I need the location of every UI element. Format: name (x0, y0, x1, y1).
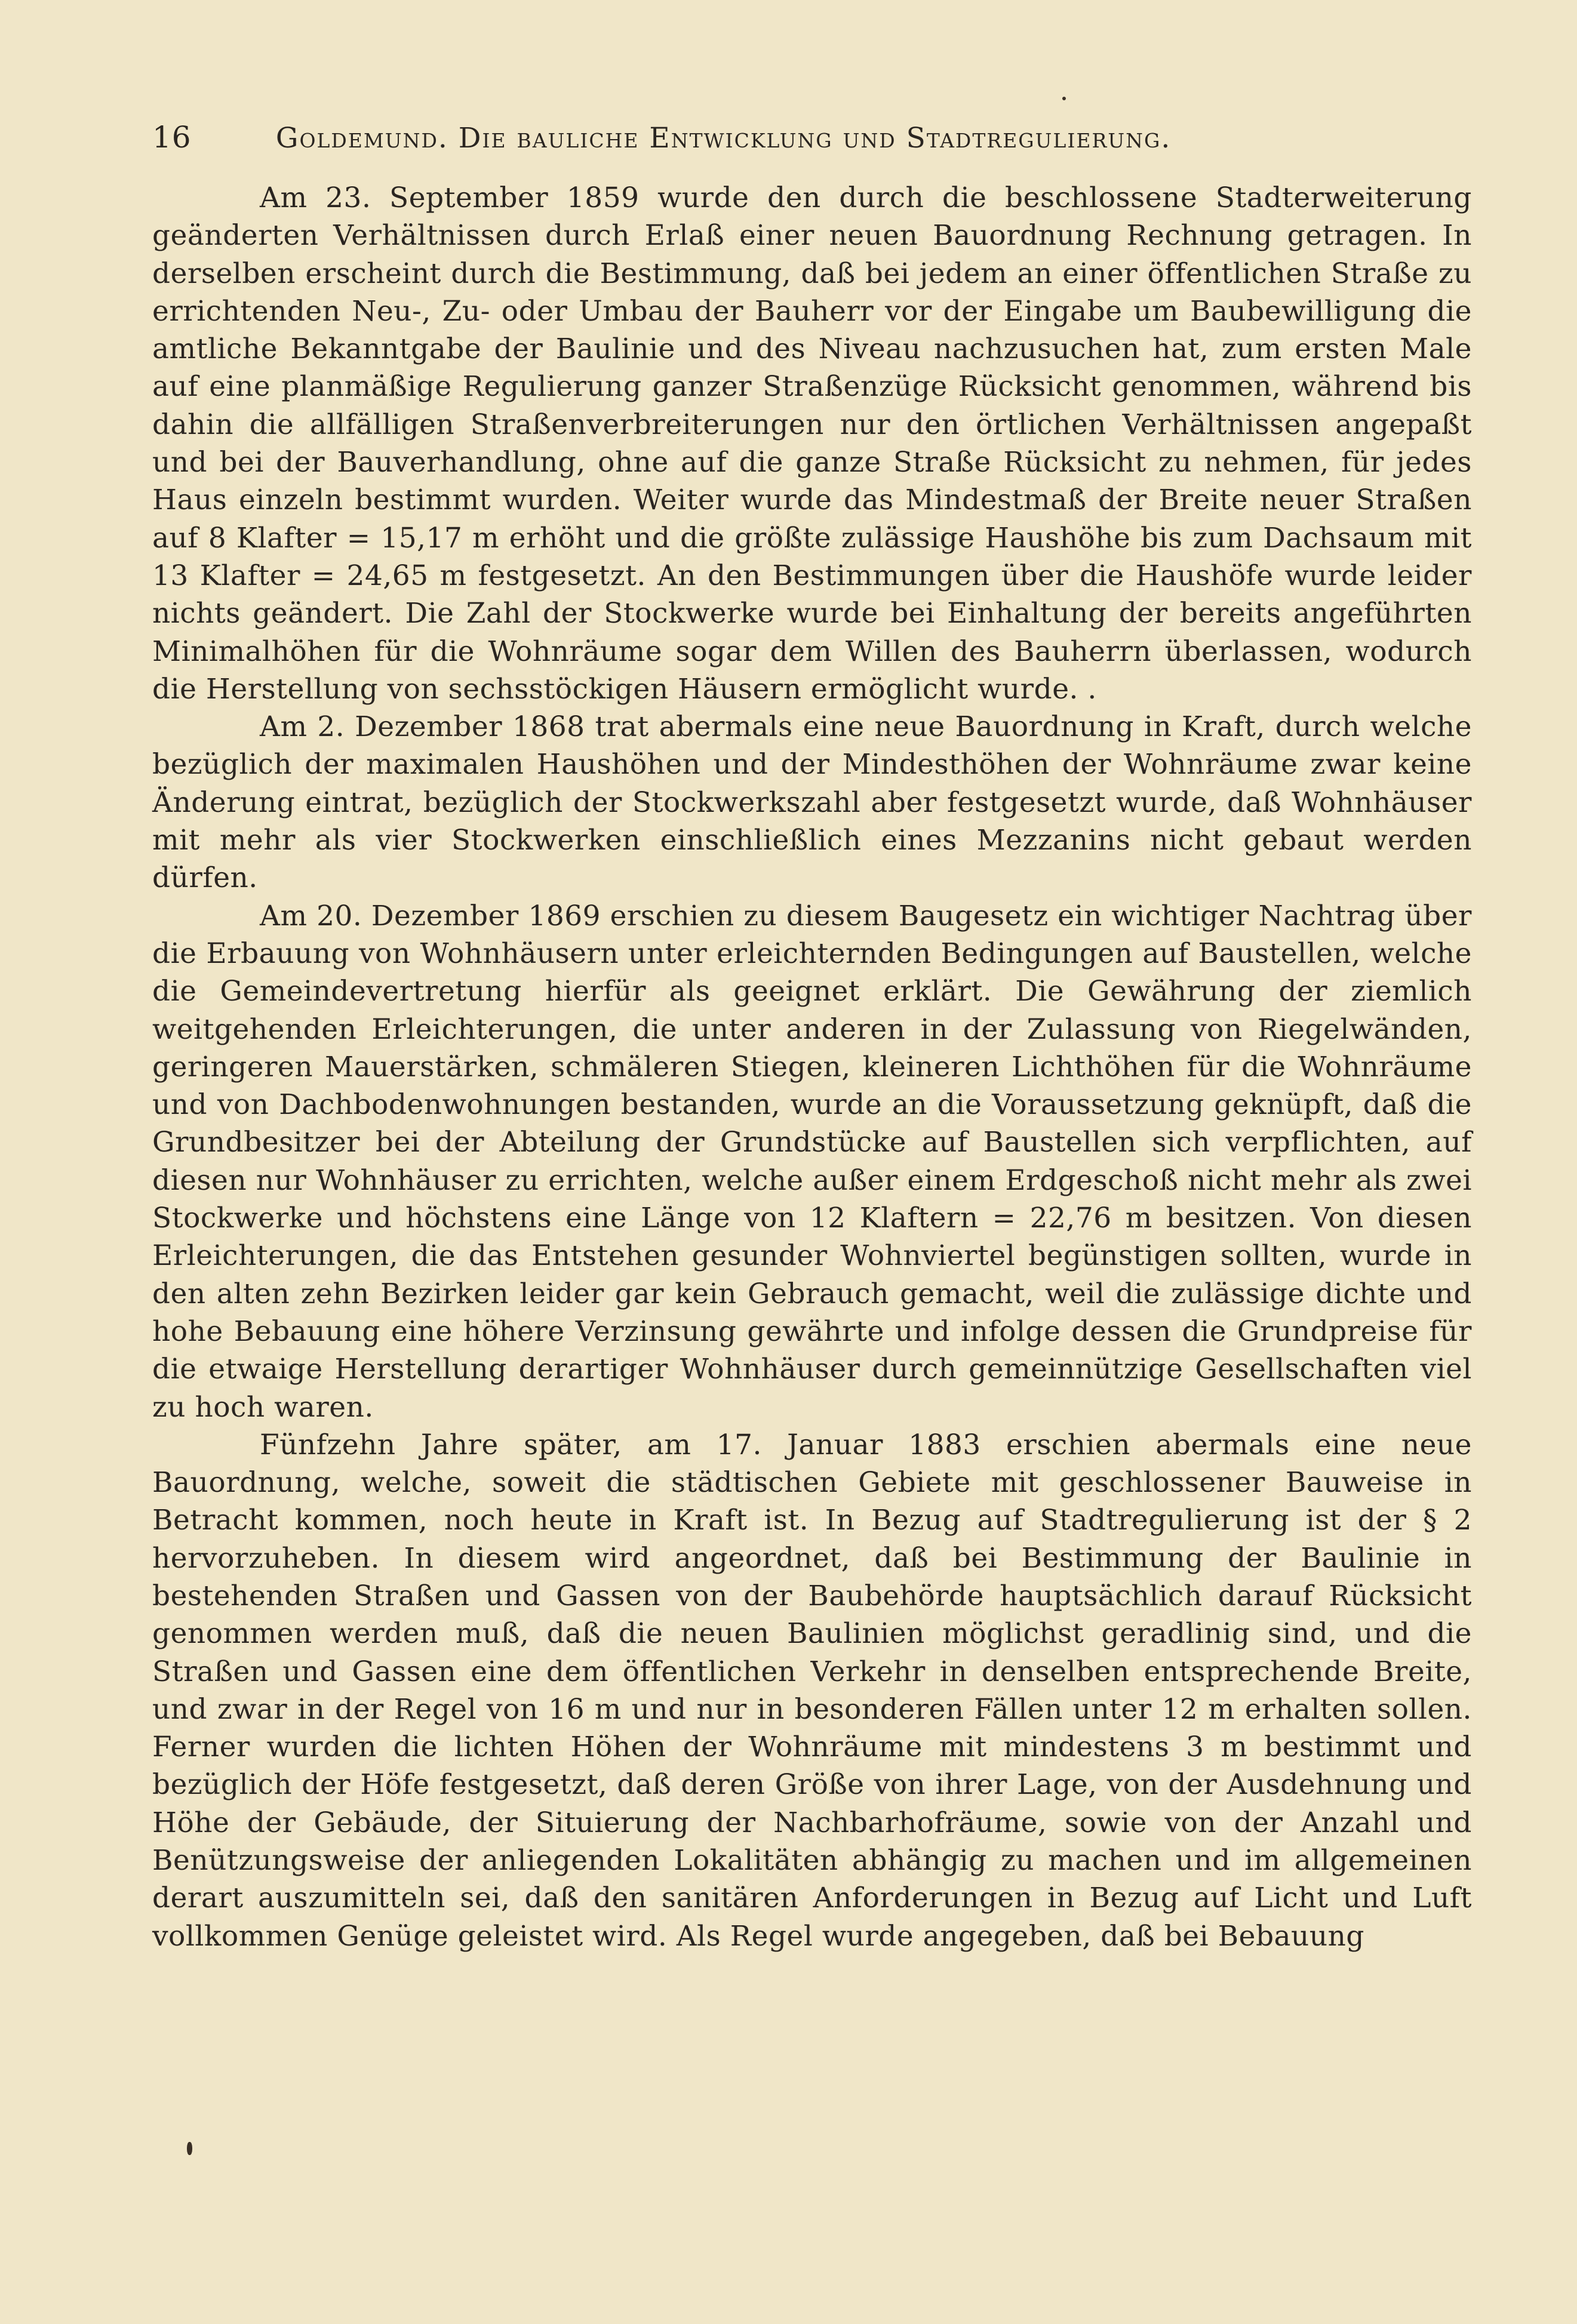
page-number: 16 (152, 120, 192, 155)
paragraph: Am 23. September 1859 wurde den durch die beschlossene Stadterweiterung geänderten Verhältnissen durch Erlaß einer neuen Bauordnung Rechnung getragen. In derselben erscheint durch die Bestimmung, daß bei jedem an einer öffentlichen Straße zu errichtenden Neu-, Zu- oder Umbau der Bauherr vor der Eingabe um Baubewilligung die amtliche Bekanntgabe der Baulinie und des Niveau nachzusuchen hat, zum ersten Male auf eine planmäßige Regulierung ganzer Straßenzüge Rücksicht genommen, während bis dahin die allfälligen Straßenverbreiterungen nur den örtlichen Verhältnissen angepaßt und bei der Bauverhandlung, ohne auf die ganze Straße Rücksicht zu nehmen, für jedes Haus einzeln bestimmt wurden. Weiter wurde das Mindestmaß der Breite neuer Straßen auf 8 Klafter = 15,17 m erhöht und die größte zulässige Haushöhe bis zum Dachsaum mit 13 Klafter = 24,65 m festgesetzt. An den Bestimmungen über die Haushöfe wurde leider nichts geändert. Die Zahl der Stockwerke wurde bei Einhaltung der bereits angeführten Minimalhöhen für die Wohnräume sogar dem Willen des Bauherrn überlassen, wodurch die Herstellung von sechsstöckigen Häusern ermöglicht wurde. . (152, 181, 1472, 706)
paragraph: Am 20. Dezember 1869 erschien zu diesem Baugesetz ein wichtiger Nachtrag über die Erbauung von Wohnhäusern unter erleichternden Bedingungen auf Baustellen, welche die Gemeindevertretung hierfür als geeignet erklärt. Die Gewährung der ziemlich weitgehenden Erleichterungen, die unter anderen in der Zulassung von Riegelwänden, geringeren Mauerstärken, schmäleren Stiegen, kleineren Lichthöhen für die Wohnräume und von Dachbodenwohnungen bestanden, wurde an die Voraussetzung geknüpft, daß die Grundbesitzer bei der Abteilung der Grundstücke auf Baustellen sich verpflichten, auf diesen nur Wohnhäuser zu errichten, welche außer einem Erdgeschoß nicht mehr als zwei Stockwerke und höchstens eine Länge von 12 Klaftern = 22,76 m besitzen. Von diesen Erleichterungen, die das Entstehen gesunder Wohnviertel begünstigen sollten, wurde in den alten zehn Bezirken leider gar kein Gebrauch gemacht, weil die zulässige dichte und hohe Bebauung eine höhere Verzinsung gewährte und infolge dessen die Grundpreise für die etwaige Herstellung derartiger Wohnhäuser durch gemeinnützige Gesellschaften viel zu hoch waren. (152, 899, 1472, 1424)
paragraph: Am 2. Dezember 1868 trat abermals eine neue Bauordnung in Kraft, durch welche bezüglich der maximalen Haushöhen und der Mindesthöhen der Wohnräume zwar keine Änderung eintrat, bezüglich der Stockwerkszahl aber festgesetzt wurde, daß Wohnhäuser mit mehr als vier Stockwerken einschließlich eines Mezzanins nicht gebaut werden dürfen. (152, 710, 1472, 895)
ink-speck (187, 2142, 192, 2155)
page-header (152, 113, 1472, 161)
paragraph: Fünfzehn Jahre später, am 17. Januar 1883 erschien abermals eine neue Bauordnung, welche, soweit die städtischen Gebiete mit geschlossener Bauweise in Betracht kommen, noch heute in Kraft ist. In Bezug auf Stadtregulierung ist der § 2 hervorzuheben. In diesem wird angeordnet, daß bei Bestimmung der Baulinie in bestehenden Straßen und Gassen von der Baubehörde hauptsächlich darauf Rücksicht genommen werden muß, daß die neuen Baulinien möglichst geradlinig sind, und die Straßen und Gassen eine dem öffentlichen Verkehr in denselben entsprechende Breite, und zwar in der Regel von 16 m und nur in besonderen Fällen unter 12 m erhalten sollen. Ferner wurden die lichten Höhen der Wohnräume mit mindestens 3 m bestimmt und bezüglich der Höfe festgesetzt, daß deren Größe von ihrer Lage, von der Ausdehnung und Höhe der Gebäude, der Situierung der Nachbarhofräume, sowie von der Anzahl und Benützungsweise der anliegenden Lokalitäten abhängig zu machen und im allgemeinen derart auszumitteln sei, daß den sanitären Anforderungen in Bezug auf Licht und Luft vollkommen Genüge geleistet wird. Als Regel wurde angegeben, daß bei Bebauung (152, 1428, 1472, 1953)
print-speck (1062, 97, 1066, 100)
body-text (152, 179, 1472, 1955)
running-title: Goldemund. Die bauliche Entwicklung und Stadtregulierung. (275, 122, 1172, 155)
